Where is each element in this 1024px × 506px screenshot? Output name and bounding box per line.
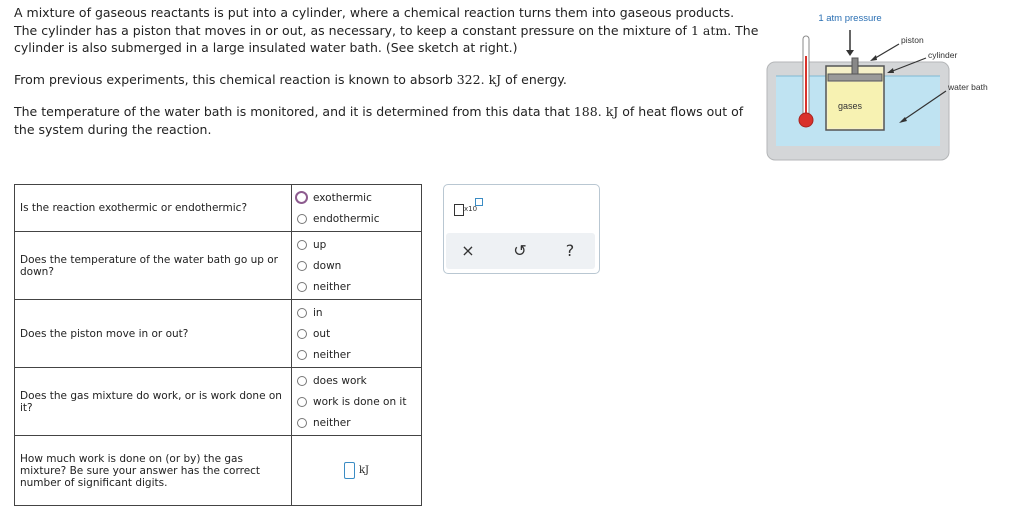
pressure-unit: atm	[702, 22, 728, 38]
x10-label: x10	[464, 205, 478, 213]
answer-options	[292, 300, 422, 368]
problem-text: From previous experiments, this chemical reaction is known to absorb	[14, 71, 457, 87]
radio-button[interactable]	[297, 214, 307, 224]
radio-button[interactable]	[297, 282, 307, 292]
radio-button[interactable]	[297, 376, 307, 386]
option-label: neither	[313, 416, 351, 429]
problem-text: . The cylinder is also submerged in a large insulated water bath. (See sketch at right.)	[14, 22, 759, 55]
radio-button-selected[interactable]	[295, 191, 308, 204]
pressure-value: 1	[690, 22, 699, 38]
pressure-label: 1 atm pressure	[818, 13, 882, 24]
option-neither[interactable]	[297, 276, 421, 297]
problem-paragraph-2	[14, 71, 759, 89]
mantissa-box-icon	[454, 204, 464, 216]
heat-unit: kJ	[605, 104, 619, 119]
piston-label: piston	[901, 35, 924, 45]
problem-text: of heat flows out of the system during the reaction.	[14, 104, 744, 137]
answer-options	[292, 368, 422, 436]
radio-button[interactable]	[297, 350, 307, 360]
answer-options	[292, 185, 422, 232]
problem-paragraph-3	[14, 103, 759, 138]
undo-icon[interactable]: ↺	[513, 241, 527, 260]
clear-icon[interactable]: ×	[461, 241, 475, 260]
radio-button[interactable]	[297, 397, 307, 407]
gases-label: gases	[837, 101, 863, 111]
problem-statement	[14, 4, 759, 138]
water-bath-label: water bath	[948, 82, 988, 92]
apparatus-sketch	[760, 0, 1024, 170]
option-label: does work	[313, 374, 367, 387]
question-text: Does the piston move in or out?	[15, 300, 292, 368]
answer-options	[292, 232, 422, 300]
option-label: up	[313, 238, 327, 251]
radio-button[interactable]	[297, 240, 307, 250]
option-label: in	[313, 306, 323, 319]
thermometer-bulb	[799, 113, 813, 127]
option-label: neither	[313, 348, 351, 361]
option-in[interactable]	[297, 302, 421, 323]
question-row	[15, 368, 422, 436]
option-label: neither	[313, 280, 351, 293]
radio-button[interactable]	[297, 329, 307, 339]
energy-value: 322.	[456, 71, 485, 87]
radio-button[interactable]	[297, 261, 307, 271]
option-label: out	[313, 327, 331, 340]
option-neither[interactable]	[297, 344, 421, 365]
answer-cell	[292, 436, 422, 506]
option-up[interactable]	[297, 234, 421, 255]
question-row	[15, 436, 422, 506]
option-down[interactable]	[297, 255, 421, 276]
question-row	[15, 185, 422, 232]
heat-value: 188.	[573, 104, 602, 119]
option-work-done-on-it[interactable]	[297, 391, 421, 412]
option-label: work is done on it	[313, 395, 407, 408]
work-answer-input[interactable]	[344, 462, 355, 479]
question-text: Does the temperature of the water bath go up or down?	[15, 232, 292, 300]
question-row	[15, 300, 422, 368]
radio-button[interactable]	[297, 308, 307, 318]
answer-tools-panel	[443, 184, 600, 274]
option-neither[interactable]	[297, 412, 421, 433]
energy-unit: kJ	[488, 71, 502, 87]
help-icon[interactable]: ?	[565, 241, 575, 260]
question-text: How much work is done on (or by) the gas mixture? Be sure your answer has the correct number of significant digits.	[15, 436, 292, 506]
radio-button[interactable]	[297, 418, 307, 428]
question-row	[15, 232, 422, 300]
option-endothermic[interactable]	[297, 208, 421, 229]
problem-text: of energy.	[501, 71, 567, 87]
option-exothermic[interactable]	[297, 187, 421, 208]
problem-paragraph-1	[14, 4, 759, 57]
questions-table	[14, 184, 422, 506]
option-label: endothermic	[313, 212, 380, 225]
option-label: down	[313, 259, 342, 272]
cylinder-label: cylinder	[928, 50, 958, 60]
scientific-notation-button[interactable]	[454, 196, 484, 216]
option-out[interactable]	[297, 323, 421, 344]
problem-text: The temperature of the water bath is monitored, and it is determined from this data that	[14, 104, 574, 119]
question-text: Does the gas mixture do work, or is work done on it?	[15, 368, 292, 436]
problem-text: A mixture of gaseous reactants is put into a cylinder, where a chemical reaction turns them into gaseous products. The cylinder has a piston that moves in or out, as necessary, to keep a constant pressure on the mixture of	[14, 5, 735, 38]
action-toolbar	[446, 233, 595, 269]
exponent-box-icon	[475, 198, 483, 206]
piston	[828, 74, 882, 81]
option-label: exothermic	[313, 191, 372, 204]
unit-label: kJ	[358, 465, 370, 476]
question-text: Is the reaction exothermic or endothermic?	[15, 185, 292, 232]
option-does-work[interactable]	[297, 370, 421, 391]
